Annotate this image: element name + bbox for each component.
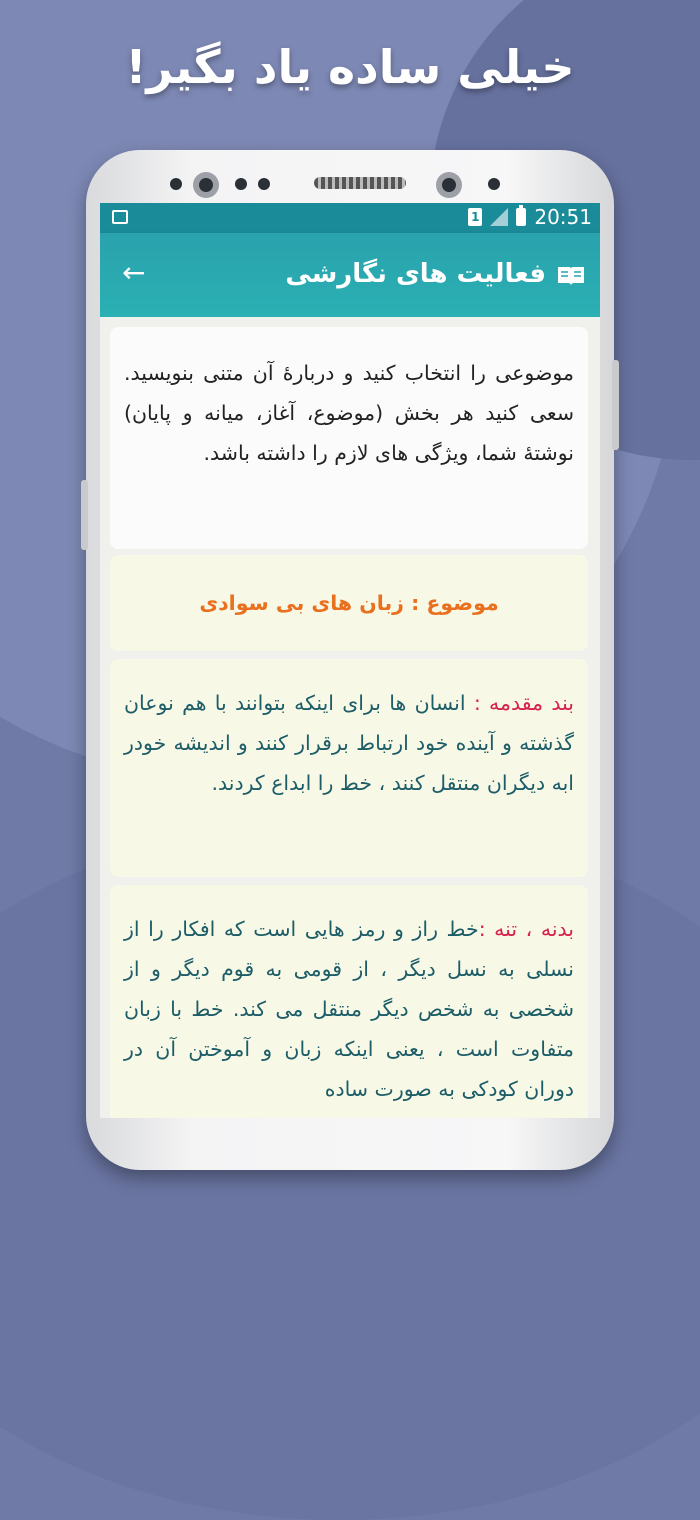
front-camera-lens-icon — [199, 178, 213, 192]
phone-side-button — [612, 360, 619, 450]
book-icon — [556, 264, 586, 286]
intro-paragraph-card — [110, 659, 588, 877]
signal-icon — [490, 208, 508, 226]
intro-paragraph-text: انسان ها برای اینکه بتوانند با هم نوعان گذشته و آینده خود ارتباط برقرار کنند و اندیشه خودر ابه دیگران منتقل کنند ، خط را ابداع کردند. — [124, 691, 574, 795]
sensor-icon — [258, 178, 270, 190]
sim-icon: 1 — [468, 208, 482, 226]
app-bar — [100, 233, 600, 317]
topic-card — [110, 555, 588, 651]
content-scroll-area[interactable] — [100, 317, 600, 1118]
earpiece-speaker — [314, 177, 406, 189]
back-arrow-icon[interactable]: ← — [122, 256, 146, 289]
body-label: بدنه ، تنه : — [478, 917, 574, 941]
instruction-card — [110, 327, 588, 549]
sensor-icon — [170, 178, 182, 190]
topic-text: موضوع : زبان های بی سوادی — [199, 591, 499, 615]
sensor-icon — [488, 178, 500, 190]
phone-screen — [100, 203, 600, 1118]
phone-side-button — [81, 480, 88, 550]
camera-lens-icon — [442, 178, 456, 192]
sensor-icon — [235, 178, 247, 190]
status-bar — [100, 203, 600, 233]
page-title: فعالیت های نگارشی — [285, 259, 546, 289]
body-paragraph-text: خط راز و رمز هایی است که افکار را از نسلی به نسل دیگر ، از قومی به قوم دیگر و از شخصی به شخص دیگر منتقل می کند. خط با زبان متفاوت است ، یعنی اینکه زبان و آموختن آن در دوران کودکی به صورت ساده — [124, 917, 574, 1101]
intro-label: بند مقدمه : — [473, 691, 574, 715]
body-paragraph-card — [110, 885, 588, 1118]
status-indicators — [468, 205, 592, 229]
gallery-notification-icon — [112, 210, 128, 224]
status-time: 20:51 — [534, 205, 592, 229]
battery-icon — [516, 208, 526, 226]
instruction-text: موضوعی را انتخاب کنید و دربارۀ آن متنی بنویسید. سعی کنید هر بخش (موضوع، آغاز، میانه و پایان) نوشتۀ شما، ویژگی های لازم را داشته باشد. — [124, 361, 574, 465]
promo-headline: خیلی ساده یاد بگیر! — [125, 40, 575, 94]
